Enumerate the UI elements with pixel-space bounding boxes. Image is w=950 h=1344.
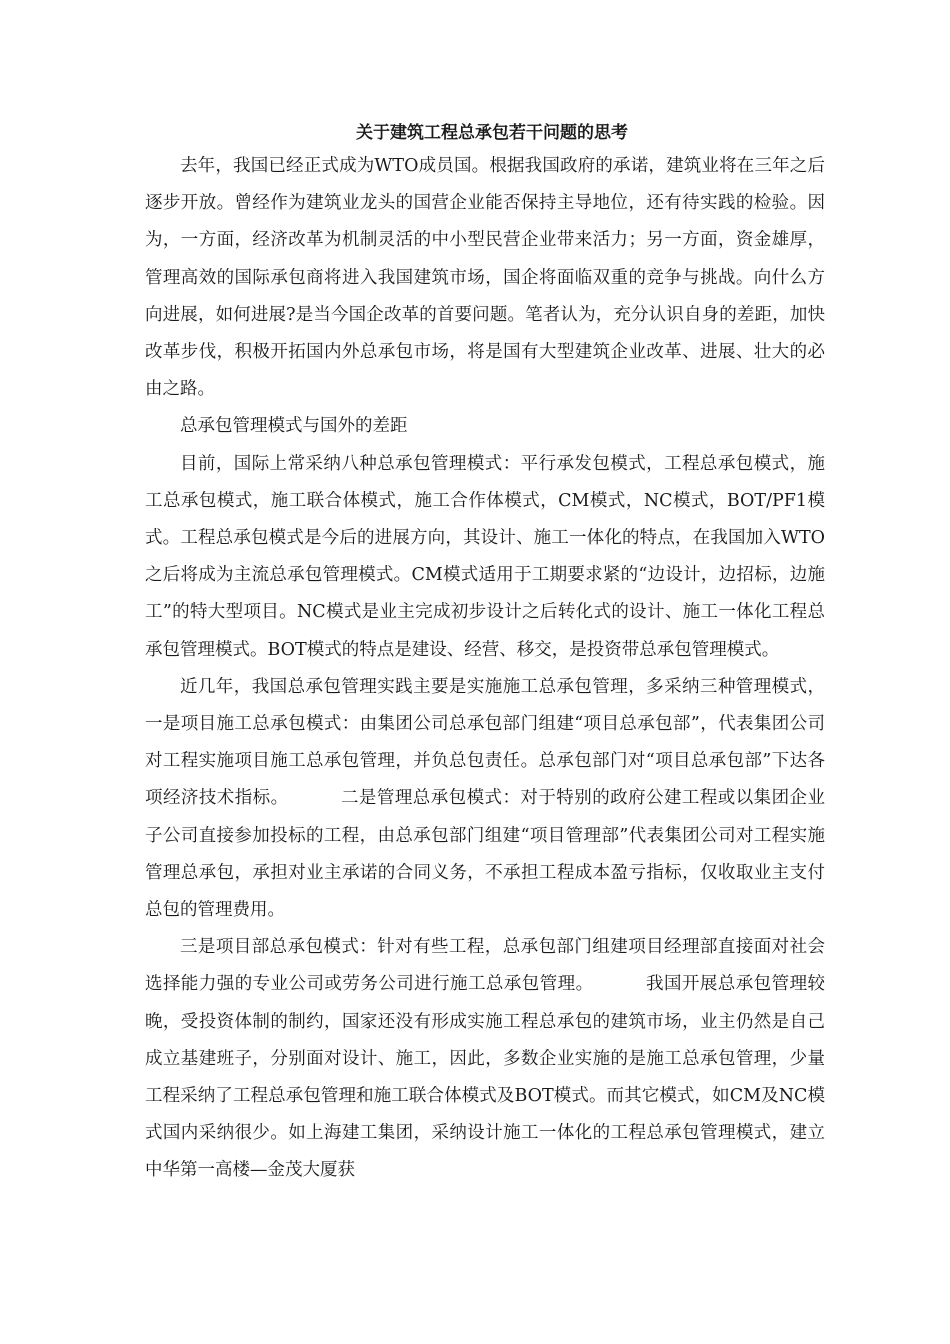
- section-heading: 总承包管理模式与国外的差距: [180, 416, 408, 437]
- paragraph-project-mode: [145, 929, 825, 1189]
- paragraph-practice-part-2: 二是管理总承包模式：对于特别的政府公建工程或以集团企业子公司直接参加投标的工程，由总承包部门组建“项目管理部”代表集团公司对工程实施管理总承包，承担对业主承诺的合同义务，不承担工程成本盈亏指标，仅收取业主支付总包的管理费用。: [145, 788, 826, 921]
- document-title: 关于建筑工程总承包若干问题的思考: [356, 123, 628, 143]
- document-body: [145, 118, 825, 1190]
- paragraph-project-mode-part-2: 我国开展总承包管理较晚，受投资体制的制约，国家还没有形成实施工程总承包的建筑市场，业主仍然是自己成立基建班子，分别面对设计、施工，因此，多数企业实施的是施工总承包管理，少量工程采纳了工程总承包管理和施工联合体模式及BOT模式。而其它模式，如CM及NC模式国内采纳很少。如上海建工集团，采纳设计施工一体化的工程总承包管理模式，建立中华第一高楼—金茂大厦获: [145, 974, 826, 1181]
- paragraph-practice: [145, 669, 825, 929]
- paragraph-project-mode-part-1: 三是项目部总承包模式：针对有些工程，总承包部门组建项目经理部直接面对社会选择能力强的专业公司或劳务公司进行施工总承包管理。: [145, 937, 825, 995]
- paragraph-intro: 去年，我国已经正式成为WTO成员国。根据我国政府的承诺，建筑业将在三年之后逐步开放。曾经作为建筑业龙头的国营企业能否保持主导地位，还有待实践的检验。因为，一方面，经济改革为机制灵活的中小型民营企业带来活力；另一方面，资金雄厚，管理高效的国际承包商将进入我国建筑市场，国企将面临双重的竞争与挑战。向什么方向进展，如何进展?是当今国企改革的首要问题。笔者认为，充分认识自身的差距，加快改革步伐，积极开拓国内外总承包市场，将是国有大型建筑企业改革、进展、壮大的必由之路。: [145, 156, 825, 400]
- paragraph-modes: 目前，国际上常采纳八种总承包管理模式：平行承发包模式，工程总承包模式，施工总承包模式，施工联合体模式，施工合作体模式，CM模式，NC模式，BOT/PF1模式。工程总承包模式是今后的进展方向，其设计、施工一体化的特点，在我国加入WTO之后将成为主流总承包管理模式。CM模式适用于工期要求紧的“边设计，边招标，边施工”的特大型项目。NC模式是业主完成初步设计之后转化式的设计、施工一体化工程总承包管理模式。BOT模式的特点是建设、经营、移交，是投资带总承包管理模式。: [145, 453, 825, 660]
- paragraph-practice-part-1: 近几年，我国总承包管理实践主要是实施施工总承包管理，多采纳三种管理模式，一是项目施工总承包模式：由集团公司总承包部门组建“项目总承包部”，代表集团公司对工程实施项目施工总承包管理，并负总包责任。总承包部门对“项目总承包部”下达各项经济技术指标。: [145, 676, 825, 809]
